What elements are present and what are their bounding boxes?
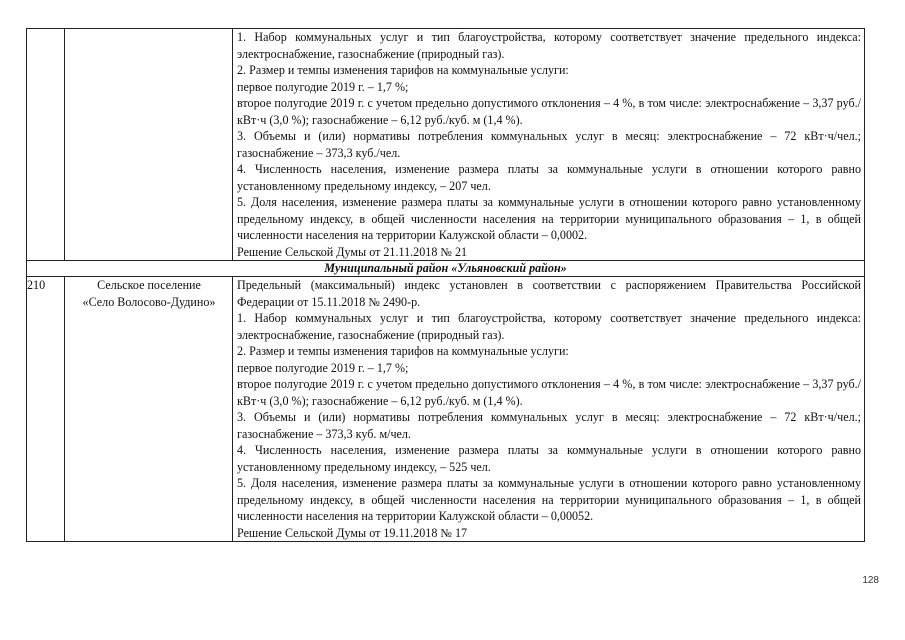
table-row: [27, 277, 865, 542]
district-header: Муниципальный район «Ульяновский район»: [27, 261, 865, 277]
paragraph: 4. Численность населения, изменение размера платы за коммунальные услуги в отношении которого равно установленному предельному индексу, – 525 чел.: [237, 443, 861, 474]
paragraph: 5. Доля населения, изменение размера платы за коммунальные услуги в отношении которого равно установленному предельному индексу, в общей численности населения на территории муниципального образования – 1, в общей численности населения на территории Калужской области – 0,00052.: [237, 476, 861, 523]
row-number: 210: [27, 277, 65, 542]
district-header-row: [27, 261, 865, 277]
row-number-cell: [27, 29, 65, 261]
settlement-name: «Село Волосово-Дудино»: [82, 294, 216, 309]
settlement-type: Сельское поселение: [97, 278, 201, 292]
paragraph: 2. Размер и темпы изменения тарифов на коммунальные услуги:: [237, 63, 569, 77]
paragraph: первое полугодие 2019 г. – 1,7 %;: [237, 360, 409, 375]
paragraph: второе полугодие 2019 г. с учетом предельно допустимого отклонения – 4 %, в том числе: электроснабжение – 3,37 руб./кВт·ч (3,0 %); газоснабжение – 6,12 руб./куб. м (1,4 %).: [237, 96, 861, 127]
settlement-cell: [65, 29, 233, 261]
decision-reference: Решение Сельской Думы от 19.11.2018 № 17: [237, 525, 468, 540]
paragraph: Предельный (максимальный) индекс установлен в соответствии с распоряжением Правительства Российской Федерации от 15.11.2018 № 2490-р.: [237, 278, 861, 309]
tariff-table: [26, 28, 865, 542]
paragraph: 1. Набор коммунальных услуг и тип благоустройства, которому соответствует значение предельного индекса: электроснабжение, газоснабжение (природный газ).: [237, 30, 861, 61]
paragraph: второе полугодие 2019 г. с учетом предельно допустимого отклонения – 4 %, в том числе: электроснабжение – 3,37 руб./кВт·ч (3,0 %); газоснабжение – 6,12 руб./куб. м (1,4 %).: [237, 377, 861, 408]
page-number: 128: [862, 575, 879, 586]
paragraph: 2. Размер и темпы изменения тарифов на коммунальные услуги:: [237, 344, 569, 358]
details-cell: [233, 29, 865, 261]
document-page: [26, 28, 864, 542]
paragraph: 3. Объемы и (или) нормативы потребления коммунальных услуг в месяц: электроснабжение – 72 кВт·ч/чел.; газоснабжение – 373,3 куб. м/чел.: [237, 410, 861, 441]
decision-reference: Решение Сельской Думы от 21.11.2018 № 21: [237, 244, 468, 259]
paragraph: 5. Доля населения, изменение размера платы за коммунальные услуги в отношении которого равно установленному предельному индексу, в общей численности населения на территории муниципального образования – 1, в общей численности населения на территории Калужской области – 0,0002.: [237, 195, 861, 242]
paragraph: 4. Численность населения, изменение размера платы за коммунальные услуги в отношении которого равно установленному предельному индексу, – 207 чел.: [237, 162, 861, 193]
paragraph: 1. Набор коммунальных услуг и тип благоустройства, которому соответствует значение предельного индекса: электроснабжение, газоснабжение (природный газ).: [237, 311, 861, 342]
paragraph: 3. Объемы и (или) нормативы потребления коммунальных услуг в месяц: электроснабжение – 72 кВт·ч/чел.; газоснабжение – 373,3 куб./чел.: [237, 129, 861, 160]
table-row: [27, 29, 865, 261]
paragraph: первое полугодие 2019 г. – 1,7 %;: [237, 79, 409, 94]
settlement-cell: [65, 277, 233, 542]
details-cell: [233, 277, 865, 542]
